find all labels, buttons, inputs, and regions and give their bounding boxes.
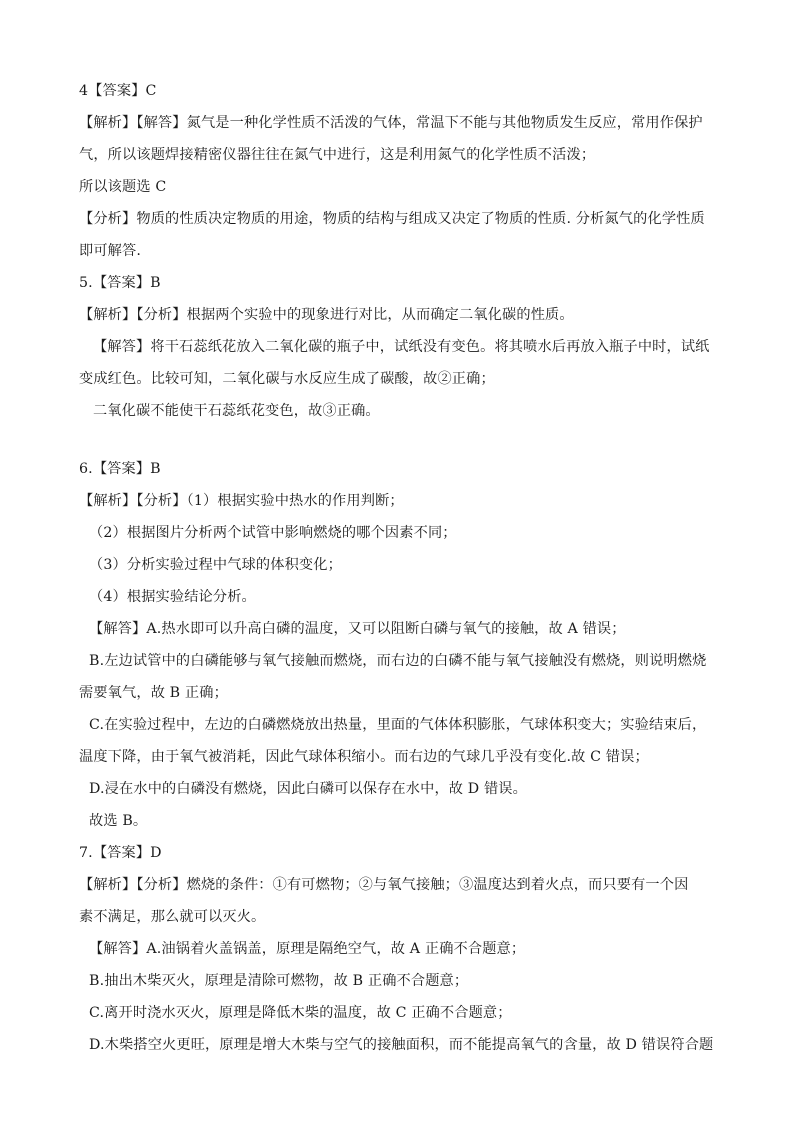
answer-7-analysis-line-1: 【解析】【分析】燃烧的条件：①有可燃物；②与氧气接触；③温度达到着火点，而只要有一个因: [79, 877, 689, 893]
answer-7-heading: 7.【答案】D: [79, 845, 162, 861]
answer-5-solution-line-3: 二氧化碳不能使干石蕊纸花变色，故③正确。: [93, 403, 380, 419]
answer-6-analysis-3: （3）分析实验过程中气球的体积变化；: [89, 557, 342, 573]
answer-6-heading: 6.【答案】B: [79, 461, 161, 477]
answer-7-analysis-line-2: 素不满足，那么就可以灭火。: [79, 909, 266, 925]
answer-4-conclusion: 所以该题选 C: [79, 179, 167, 195]
answer-6-option-b-line-2: 需要氧气，故 B 正确；: [79, 685, 228, 701]
answer-7-option-b: B.抽出木柴灭火，原理是清除可燃物，故 B 正确不合题意；: [89, 973, 469, 989]
answer-6-analysis-4: （4）根据实验结论分析。: [89, 589, 256, 605]
answer-6-analysis-2: （2）根据图片分析两个试管中影响燃烧的哪个因素不同；: [89, 525, 457, 541]
answer-6-option-d: D.浸在水中的白磷没有燃烧，因此白磷可以保存在水中，故 D 错误。: [89, 781, 527, 797]
answer-7-option-d: D.木柴搭空火更旺，原理是增大木柴与空气的接触面积，而不能提高氧气的含量，故 D 错误符合题: [89, 1037, 714, 1053]
answer-4-analysis-line-2: 气，所以该题焊接精密仪器往往在氮气中进行，这是利用氮气的化学性质不活泼；: [79, 147, 596, 163]
answer-4-analysis-line-1: 【解析】【解答】氮气是一种化学性质不活泼的气体，常温下不能与其他物质发生反应，常用作保护: [79, 115, 703, 131]
answer-6-option-c-line-1: C.在实验过程中，左边的白磷燃烧放出热量，里面的气体体积膨胀，气球体积变大；实验结束后，: [89, 717, 707, 733]
answer-5-analysis: 【解析】【分析】根据两个实验中的现象进行对比，从而确定二氧化碳的性质。: [79, 307, 574, 323]
answer-5-solution-line-2: 变成红色。比较可知，二氧化碳与水反应生成了碳酸，故②正确；: [79, 371, 495, 387]
answer-7-option-a: 【解答】A.油锅着火盖锅盖，原理是隔绝空气，故 A 正确不合题意；: [89, 941, 526, 957]
answer-6-analysis-1: 【解析】【分析】（1）根据实验中热水的作用判断；: [79, 493, 404, 509]
answer-7-option-c: C.离开时浇水灭火，原理是降低木柴的温度，故 C 正确不合题意；: [89, 1005, 512, 1021]
answer-6-option-b-line-1: B.左边试管中的白磷能够与氧气接触而燃烧，而右边的白磷不能与氧气接触没有燃烧，则说明燃烧: [89, 653, 707, 669]
answer-5-heading: 5.【答案】B: [79, 275, 161, 291]
answer-6-option-a: 【解答】A.热水即可以升高白磷的温度，又可以阻断白磷与氧气的接触，故 A 错误；: [89, 621, 626, 637]
answer-4-note-line-1: 【分析】物质的性质决定物质的用途，物质的结构与组成又决定了物质的性质. 分析氮气的化学性质: [79, 211, 705, 227]
answer-4-note-line-2: 即可解答.: [79, 243, 142, 259]
answer-4-heading: 4【答案】C: [79, 83, 157, 99]
answer-6-conclusion: 故选 B。: [89, 813, 148, 829]
answer-5-solution-line-1: 【解答】将干石蕊纸花放入二氧化碳的瓶子中，试纸没有变色。将其喷水后再放入瓶子中时，试纸: [93, 339, 710, 355]
answer-6-option-c-line-2: 温度下降，由于氧气被消耗，因此气球体积缩小。而右边的气球几乎没有变化.故 C 错误；: [79, 749, 649, 765]
